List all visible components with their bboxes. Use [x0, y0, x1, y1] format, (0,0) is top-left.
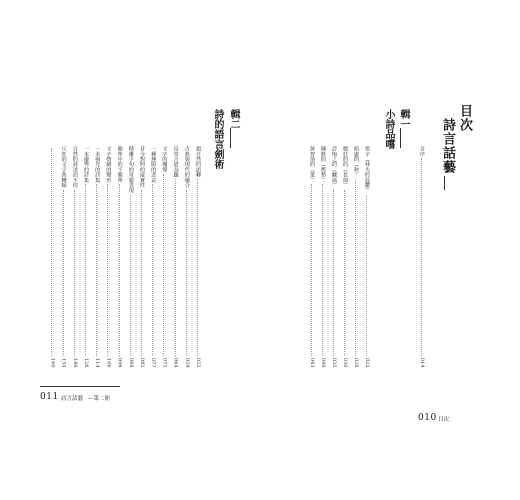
entry-page: 160	[49, 358, 56, 368]
toc-entry[interactable]	[362, 146, 371, 368]
left-folio-number: 011	[40, 392, 59, 402]
toc-entry[interactable]	[159, 146, 168, 368]
left-folio-sub: —第二冊	[88, 396, 111, 402]
toc-entry[interactable]	[351, 146, 360, 368]
toc-entry[interactable]	[307, 146, 316, 368]
entry-page: 126	[83, 358, 89, 368]
toc-entry[interactable]	[182, 146, 191, 368]
dot-leader	[141, 190, 142, 356]
dot-leader	[152, 184, 153, 356]
entry-title: 超自然的語轉	[195, 146, 201, 178]
toc-entry[interactable]	[47, 146, 56, 368]
toc-entry[interactable]	[92, 146, 101, 368]
entry-page: 071	[161, 358, 168, 368]
dot-leader	[344, 190, 345, 356]
toc-entry[interactable]	[115, 146, 124, 368]
entry-title: 精雕字句的奇麗表現	[127, 146, 134, 193]
section-2-title: 詩的語言劍術	[212, 109, 223, 169]
entry-page: 043	[309, 358, 315, 368]
dot-leader	[163, 174, 164, 356]
entry-title: 簡單中的不簡單	[116, 146, 123, 183]
entry-title: 昔今對照的虛實性	[139, 146, 145, 188]
right-folio-number: 010	[418, 413, 437, 423]
dot-leader	[74, 190, 75, 356]
title-rule	[444, 176, 445, 190]
entry-page: 035	[331, 358, 337, 368]
dot-leader	[322, 184, 323, 356]
entry-page: 114	[94, 358, 101, 368]
dot-leader	[175, 179, 176, 356]
dot-leader	[119, 184, 120, 356]
toc-entry[interactable]	[126, 146, 135, 368]
left-folio-label: 詩言話藝	[61, 396, 84, 402]
entry-title: 黃智溶的（蜚）	[309, 146, 315, 183]
entry-page: 146	[71, 358, 78, 368]
dot-leader	[421, 158, 422, 356]
entry-title: 愛字（林夫的晨鬱）	[364, 146, 370, 193]
entry-title: 一本發光的詩集	[94, 146, 101, 183]
toc-entry[interactable]	[171, 146, 180, 368]
dot-leader	[51, 148, 52, 356]
toc-entry[interactable]	[193, 146, 202, 368]
toc-entry[interactable]	[59, 146, 68, 368]
part-1-rule	[400, 128, 401, 148]
entry-page: 052	[195, 358, 201, 368]
entry-page: 026	[353, 358, 359, 368]
toc-entry[interactable]	[340, 146, 349, 368]
entry-page: 088	[127, 358, 134, 368]
toc-heading: 目次	[457, 104, 472, 132]
part-1-label: 輯一	[398, 109, 409, 129]
entry-page: 096	[116, 358, 123, 368]
entry-page: 082	[139, 358, 145, 368]
entry-page: 040	[320, 358, 326, 368]
dot-leader	[311, 184, 312, 356]
entry-page: 106	[105, 358, 112, 368]
left-folio-rule	[40, 386, 120, 387]
entry-page: 030	[342, 358, 348, 368]
part-2-label: 輯二	[228, 109, 239, 129]
section-1-title: 小詩品嚐	[383, 109, 394, 149]
entry-page: 014	[419, 358, 425, 368]
entry-title: 丘旺的文字魯轉喻	[60, 146, 67, 188]
toc-entry[interactable]	[81, 146, 90, 368]
toc-entry[interactable]	[329, 146, 338, 368]
entry-title: 自序	[419, 146, 425, 157]
toc-entry[interactable]	[137, 146, 146, 368]
entry-title: 自然的敍述而不俗	[71, 146, 78, 188]
entry-title: 文字情緒的變形	[105, 146, 112, 183]
dot-leader	[355, 179, 356, 356]
part-2-rule	[230, 128, 231, 148]
entry-page: 059	[183, 358, 190, 368]
toc-entry[interactable]	[148, 146, 157, 368]
dot-leader	[197, 179, 198, 356]
right-folio-label: 目次	[438, 417, 450, 423]
dot-leader	[333, 190, 334, 356]
entry-page: 064	[172, 358, 179, 368]
entry-title: 一本優秀的詩集	[83, 146, 89, 183]
dot-leader	[130, 195, 131, 356]
dot-leader	[85, 184, 86, 356]
entry-title: 麗莊的的（長揚）	[342, 146, 348, 188]
entry-title: 陳默的（舊愁）	[320, 146, 326, 183]
dot-leader	[366, 195, 367, 356]
entry-page: 154	[60, 358, 67, 368]
dot-leader	[63, 190, 64, 356]
toc-entry[interactable]	[103, 146, 112, 368]
dot-leader	[107, 184, 108, 356]
toc-entry[interactable]	[318, 146, 327, 368]
entry-title: 一種無限的悲哀	[150, 146, 157, 183]
entry-title: 文字的魔聲	[161, 146, 168, 172]
dot-leader	[186, 190, 187, 356]
entry-title: 詩悔之的（驟風）	[331, 146, 337, 188]
entry-title: 反常合道為趣	[172, 146, 179, 178]
toc-entry-preface[interactable]	[417, 146, 426, 368]
entry-page: 022	[364, 358, 370, 368]
toc-entry[interactable]	[70, 146, 79, 368]
entry-title: 古典與現代的融合	[183, 146, 190, 188]
entry-title: 暗處的（秋）	[353, 146, 359, 178]
dot-leader	[96, 184, 97, 356]
entry-page: 077	[150, 358, 157, 368]
book-title: 詩言話藝	[440, 118, 455, 174]
